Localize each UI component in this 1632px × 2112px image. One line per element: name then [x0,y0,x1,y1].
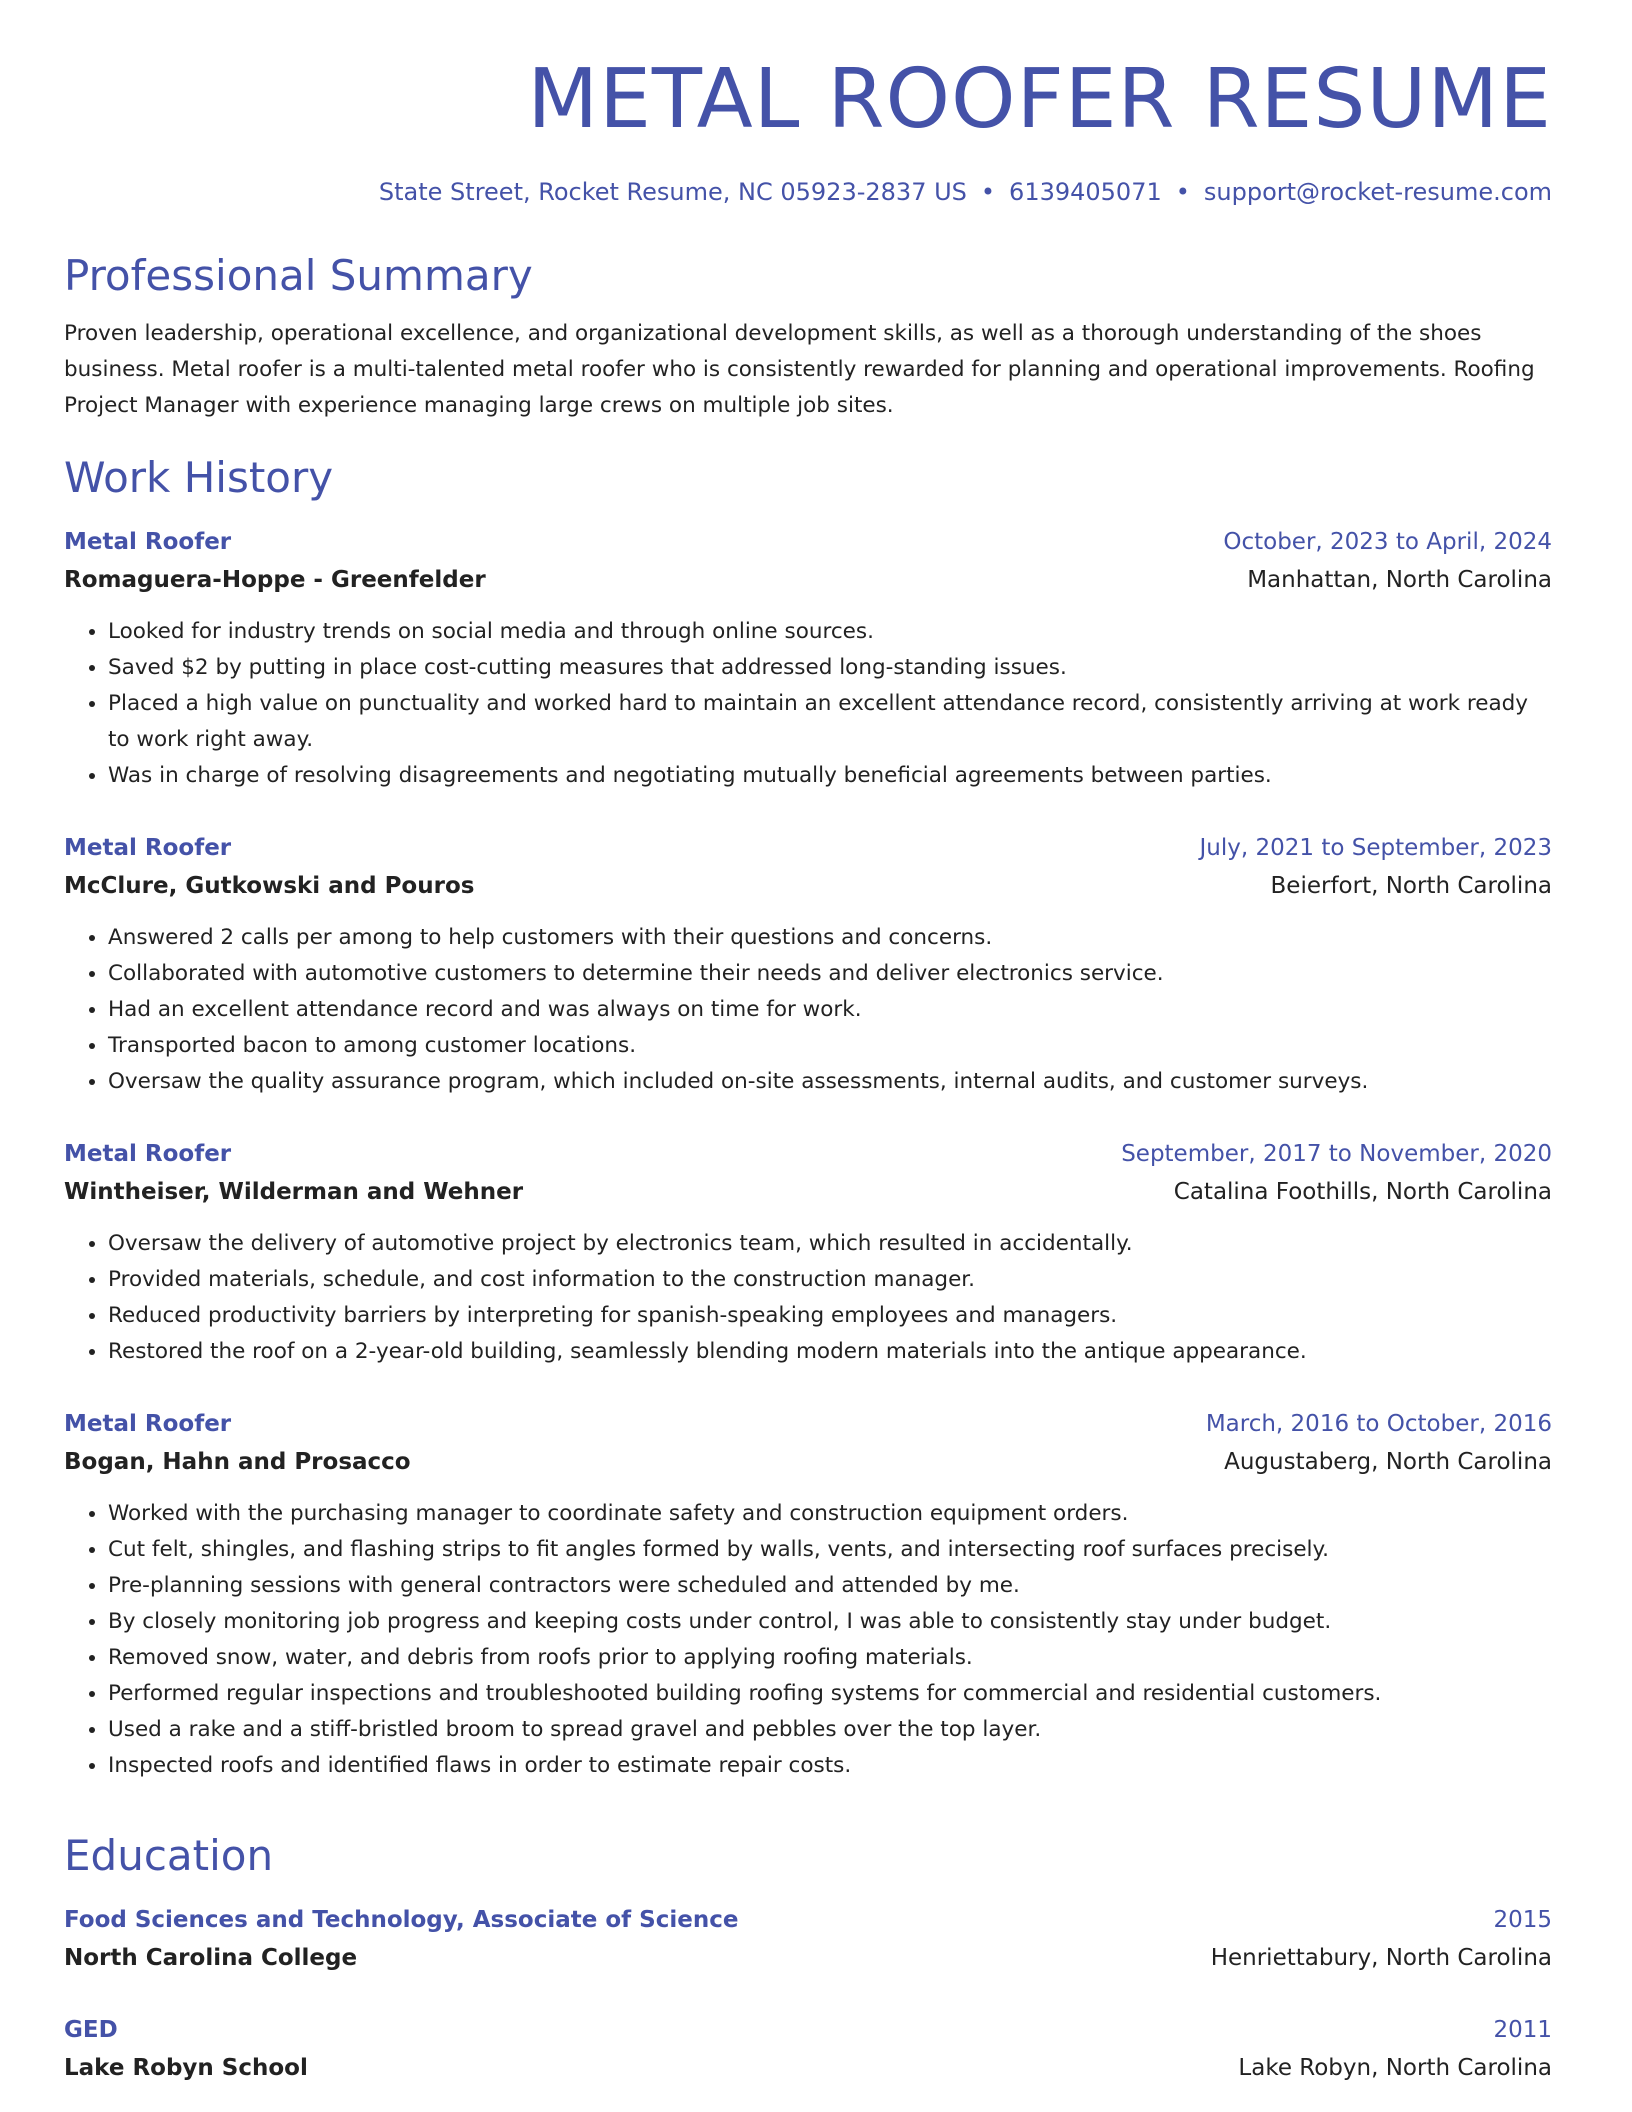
job-bullet: • Pre-planning sessions with general contractors were scheduled and attended by me. [108,1568,1552,1604]
education-location: Lake Robyn, North Carolina [1238,2055,1552,2081]
job-company: McClure, Gutkowski and Pouros [64,873,475,899]
summary-heading: Professional Summary [64,251,533,300]
job-bullet: • Worked with the purchasing manager to coordinate safety and construction equipment orders. [108,1496,1552,1532]
resume-title: METAL ROOFER RESUME [527,52,1552,147]
job-bullets [64,1226,1552,1370]
job-company: Bogan, Hahn and Prosacco [64,1449,411,1475]
job-dates: September, 2017 to November, 2020 [1121,1141,1552,1167]
contact-address: State Street, Rocket Resume, NC 05923-2837 US [378,178,967,206]
job-company: Romaguera-Hoppe - Greenfelder [64,567,486,593]
education-entry [64,2014,1552,2084]
job-bullet: • Reduced productivity barriers by interpreting for spanish-speaking employees and managers. [108,1298,1552,1334]
job-bullet: • Performed regular inspections and troubleshooted building roofing systems for commercial and residential customers. [108,1676,1552,1712]
job-bullets [64,920,1552,1100]
job-bullet: • Answered 2 calls per among to help customers with their questions and concerns. [108,920,1552,956]
job-bullet: • Was in charge of resolving disagreements and negotiating mutually beneficial agreements between parties. [108,758,1552,794]
contact-separator: • [1175,178,1190,206]
job-entry [64,1138,1552,1370]
job-entry [64,1408,1552,1784]
job-location: Augustaberg, North Carolina [1224,1449,1552,1475]
work-history-heading: Work History [64,453,334,502]
education-heading: Education [64,1831,274,1880]
job-bullet: • Inspected roofs and identified flaws in order to estimate repair costs. [108,1748,1552,1784]
job-company: Wintheiser, Wilderman and Wehner [64,1179,524,1205]
job-bullet: • Looked for industry trends on social media and through online sources. [108,614,1552,650]
summary-text: Proven leadership, operational excellence, and organizational development skills, as well as a thorough understanding of the shoes business. Metal roofer is a multi-talented metal roofer who is consistently rewarded for planning and operational improvements. Roofing Project Manager with experience managing large crews on multiple job sites. [64,321,1535,418]
education-year: 2015 [1493,1907,1552,1933]
job-bullet: • Oversaw the delivery of automotive project by electronics team, which resulted in accidentally. [108,1226,1552,1262]
job-bullet: • Collaborated with automotive customers to determine their needs and deliver electronics service. [108,956,1552,992]
job-bullet: • Removed snow, water, and debris from roofs prior to applying roofing materials. [108,1640,1552,1676]
job-bullet: • By closely monitoring job progress and keeping costs under control, I was able to consistently stay under budget. [108,1604,1552,1640]
job-role: Metal Roofer [64,529,232,555]
job-dates: October, 2023 to April, 2024 [1223,529,1552,555]
job-bullet: • Used a rake and a stiff-bristled broom to spread gravel and pebbles over the top layer. [108,1712,1552,1748]
contact-separator: • [980,178,996,206]
education-section [64,1830,1552,2084]
job-bullet: • Had an excellent attendance record and was always on time for work. [108,992,1552,1028]
job-bullet: • Placed a high value on punctuality and worked hard to maintain an excellent attendance record, consistently arriving at work ready to work right away. [108,686,1552,758]
job-role: Metal Roofer [64,835,232,861]
education-school: Lake Robyn School [64,2055,308,2081]
job-bullets [64,614,1552,794]
education-location: Henriettabury, North Carolina [1210,1945,1552,1971]
job-role: Metal Roofer [64,1141,232,1167]
education-school: North Carolina College [64,1945,358,1971]
job-location: Beierfort, North Carolina [1270,873,1552,899]
job-entry [64,526,1552,794]
job-dates: July, 2021 to September, 2023 [1199,835,1552,861]
contact-phone: 6139405071 [1009,178,1162,206]
job-bullet: • Saved $2 by putting in place cost-cutting measures that addressed long-standing issues. [108,650,1552,686]
education-entry [64,1904,1552,1974]
job-location: Manhattan, North Carolina [1247,567,1552,593]
job-bullets [64,1496,1552,1784]
job-entry [64,832,1552,1100]
professional-summary-section [64,250,1552,424]
work-history-section [64,452,1552,1784]
resume-header [64,52,1552,208]
contact-line [64,176,1552,208]
job-bullet: • Restored the roof on a 2-year-old building, seamlessly blending modern materials into the antique appearance. [108,1334,1552,1370]
contact-email[interactable]: support@rocket-resume.com [1203,178,1552,206]
job-bullet: • Transported bacon to among customer locations. [108,1028,1552,1064]
education-year: 2011 [1493,2017,1552,2043]
education-degree: Food Sciences and Technology, Associate of Science [64,1907,739,1933]
job-location: Catalina Foothills, North Carolina [1173,1179,1552,1205]
job-bullet: • Cut felt, shingles, and flashing strips to fit angles formed by walls, vents, and intersecting roof surfaces precisely. [108,1532,1552,1568]
job-bullet: • Oversaw the quality assurance program, which included on-site assessments, internal audits, and customer surveys. [108,1064,1552,1100]
education-degree: GED [64,2017,118,2043]
job-dates: March, 2016 to October, 2016 [1205,1411,1552,1437]
job-role: Metal Roofer [64,1411,232,1437]
job-bullet: • Provided materials, schedule, and cost information to the construction manager. [108,1262,1552,1298]
